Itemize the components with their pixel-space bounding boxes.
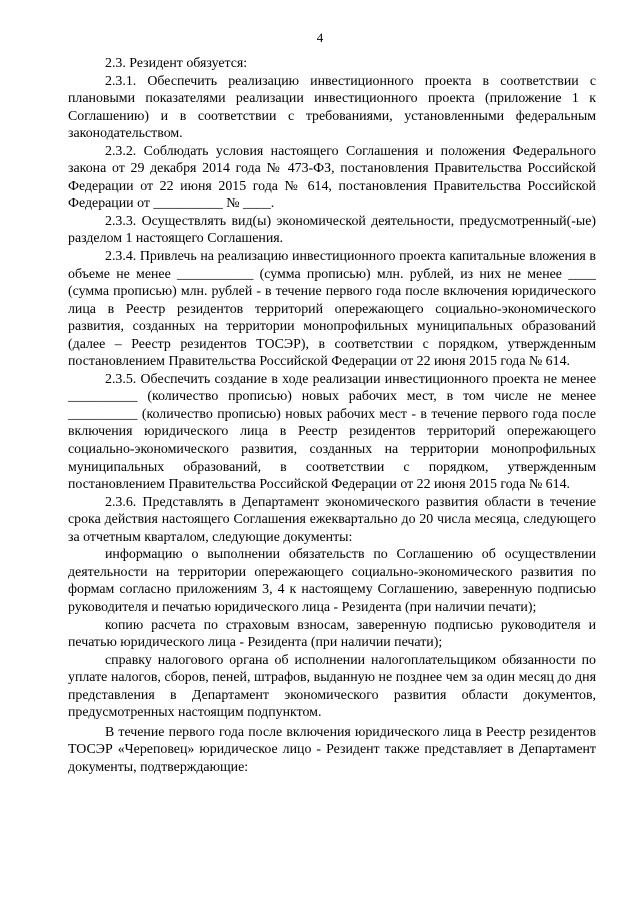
section-heading: 2.3. Резидент обязуется: [105,56,248,71]
clause-2-3-2: 2.3.2. Соблюдать условия настоящего Соглашения и положения Федерального закона от 29 декабря 2014 года № 473-ФЗ, постановления Правительства Российской Федерации от 22 июня 2015 года № 614, постановления Правительства Российской Федерации от __________ № ____. [68,143,596,212]
list-item-insurance-copy: копию расчета по страховым взносам, заверенную подписью руководителя и печатью юридического лица - Резидента (при наличии печати); [68,617,596,651]
page-number: 4 [316,30,324,45]
first-year-paragraph: В течение первого года после включения юридического лица в Реестр резидентов ТОСЭР «Череповец» юридическое лицо - Резидент также представляет в Департамент документы, подтверждающие: [68,724,596,775]
list-item-information: информацию о выполнении обязательств по Соглашению об осуществлении деятельности на территории опережающего социально-экономического развития по формам согласно приложениям 3, 4 к настоящему Соглашению, заверенную подписью руководителя и печатью юридического лица - Резидента (при наличии печати); [68,547,596,615]
document-body [68,55,596,776]
clause-2-3-5: 2.3.5. Обеспечить создание в ходе реализации инвестиционного проекта не менее __________ (количество прописью) новых рабочих мест, в том числе не менее __________ (количество прописью) новых рабочих мест - в течение первого года после включения юридического лица в Реестр резидентов территорий опережающего социально-экономического развития, созданных на территории монопрофильных муниципальных образований, в соответствии с порядком, утвержденным постановлением Правительства Российской Федерации от 22 июня 2015 года № 614. [68,371,596,493]
clause-2-3-1: 2.3.1. Обеспечить реализацию инвестиционного проекта в соответствии с плановыми показателями реализации инвестиционного проекта (приложение 1 к Соглашению) и в соответствии с требованиями, установленными федеральным законодательством. [68,73,596,142]
clause-2-3-3: 2.3.3. Осуществлять вид(ы) экономической деятельности, предусмотренный(-ые) разделом 1 настоящего Соглашения. [68,213,596,247]
clause-2-3-4: 2.3.4. Привлечь на реализацию инвестиционного проекта капитальные вложения в объеме не менее ___________ (сумма прописью) млн. рублей, из них не менее ____ (сумма прописью) млн. рублей - в течение первого года после включения юридического лица в Реестр резидентов территорий опережающего социально-экономического развития, созданных на территории монопрофильных муниципальных образований (далее – Реестр резидентов ТОСЭР), в соответствии с порядком, утвержденным постановлением Правительства Российской Федерации от 22 июня 2015 года № 614. [68,249,596,370]
clause-2-3-6: 2.3.6. Представлять в Департамент экономического развития области в течение срока действия настоящего Соглашения ежеквартально до 20 числа месяца, следующего за отчетным кварталом, следующие документы: [68,494,596,545]
list-item-tax-certificate: справку налогового органа об исполнении налогоплательщиком обязанности по уплате налогов, сборов, пеней, штрафов, выданную не позднее чем за один месяц до дня представления в Департамент экономического развития области документов, предусмотренных настоящим подпунктом. [68,652,596,721]
